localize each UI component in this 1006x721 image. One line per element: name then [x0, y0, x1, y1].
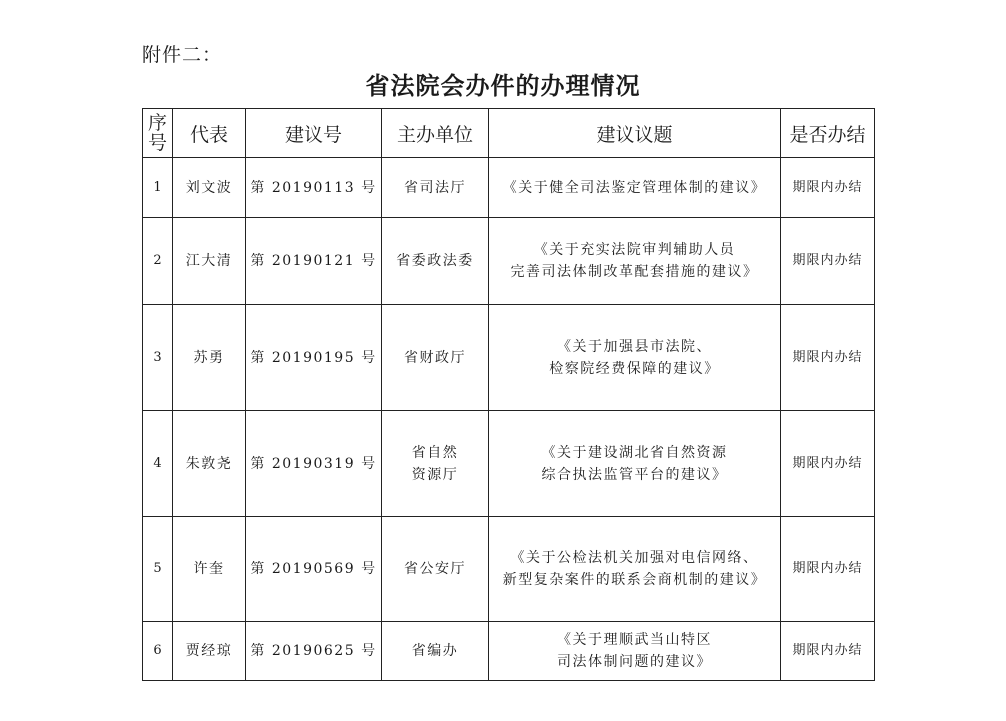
row-lead-unit: [382, 305, 489, 411]
row-topic-line: 完善司法体制改革配套措施的建议》: [510, 264, 759, 280]
row-representative: 朱敦尧: [173, 411, 246, 517]
row-status: 期限内办结: [781, 622, 875, 681]
row-topic: [489, 218, 781, 305]
table-row: [143, 411, 875, 517]
row-representative: 苏勇: [173, 305, 246, 411]
row-representative: 刘文波: [173, 158, 246, 218]
row-topic: [489, 622, 781, 681]
attachment-label: 附件二：: [142, 44, 223, 66]
row-topic-line: 综合执法监管平台的建议》: [541, 466, 728, 483]
row-topic-line: 检察院经费保障的建议》: [549, 360, 720, 377]
header-seq: [143, 109, 173, 158]
row-topic-line: 《关于加强县市法院、: [557, 338, 712, 355]
row-proposal-no: 第 20190121 号: [246, 218, 382, 305]
header-proposal-no: 建议号: [246, 109, 382, 158]
row-representative: 许奎: [173, 517, 246, 622]
row-lead-unit: [382, 411, 489, 517]
row-seq: 6: [143, 622, 173, 681]
row-lead-unit: [382, 158, 489, 218]
row-seq: 4: [143, 411, 173, 517]
table-row: [143, 517, 875, 622]
row-proposal-no: 第 20190625 号: [246, 622, 382, 681]
table-body: [143, 158, 875, 681]
header-lead-unit: 主办单位: [382, 109, 489, 158]
row-seq: 1: [143, 158, 173, 218]
row-status: 期限内办结: [781, 218, 875, 305]
row-status: 期限内办结: [781, 411, 875, 517]
row-topic-line: 《关于理顺武当山特区: [557, 632, 712, 648]
row-proposal-no: 第 20190113 号: [246, 158, 382, 218]
row-lead-unit-line: 省公安厅: [404, 561, 466, 577]
table-row: [143, 158, 875, 218]
table-row: [143, 622, 875, 681]
row-lead-unit-line: 省编办: [411, 643, 459, 659]
row-topic-line: 司法体制问题的建议》: [557, 654, 712, 670]
header-seq-line1: 序: [147, 112, 167, 134]
header-row: [143, 109, 875, 158]
table-row: [143, 218, 875, 305]
document-title: 省法院会办件的办理情况: [365, 71, 641, 100]
header-completed: 是否办结: [781, 109, 875, 158]
row-representative: 贾经琼: [173, 622, 246, 681]
row-topic-line: 《关于建设湖北省自然资源: [541, 444, 728, 461]
row-representative: 江大清: [173, 218, 246, 305]
row-topic-line: 《关于健全司法鉴定管理体制的建议》: [502, 179, 767, 196]
row-topic: [489, 517, 781, 622]
row-lead-unit-line: 省委政法委: [396, 253, 474, 269]
row-seq: 2: [143, 218, 173, 305]
header-topic: 建议议题: [489, 109, 781, 158]
row-status: 期限内办结: [781, 517, 875, 622]
header-seq-line2: 号: [147, 132, 167, 154]
row-status: 期限内办结: [781, 158, 875, 218]
row-proposal-no: 第 20190195 号: [246, 305, 382, 411]
row-proposal-no: 第 20190319 号: [246, 411, 382, 517]
row-seq: 5: [143, 517, 173, 622]
row-lead-unit-line: 资源厅: [411, 466, 459, 483]
row-topic-line: 新型复杂案件的联系会商机制的建议》: [502, 572, 767, 588]
table-header: [143, 109, 875, 158]
row-status: 期限内办结: [781, 305, 875, 411]
proposals-table: [142, 108, 875, 681]
row-lead-unit: [382, 218, 489, 305]
row-lead-unit-line: 省财政厅: [404, 349, 466, 366]
table-row: [143, 305, 875, 411]
header-representative: 代表: [173, 109, 246, 158]
row-topic-line: 《关于公检法机关加强对电信网络、: [510, 550, 759, 566]
row-lead-unit-line: 省司法厅: [404, 179, 466, 196]
row-topic: [489, 158, 781, 218]
row-topic-line: 《关于充实法院审判辅助人员: [533, 242, 736, 258]
row-topic: [489, 411, 781, 517]
row-seq: 3: [143, 305, 173, 411]
row-lead-unit: [382, 622, 489, 681]
row-topic: [489, 305, 781, 411]
row-proposal-no: 第 20190569 号: [246, 517, 382, 622]
row-lead-unit: [382, 517, 489, 622]
row-lead-unit-line: 省自然: [411, 444, 459, 461]
